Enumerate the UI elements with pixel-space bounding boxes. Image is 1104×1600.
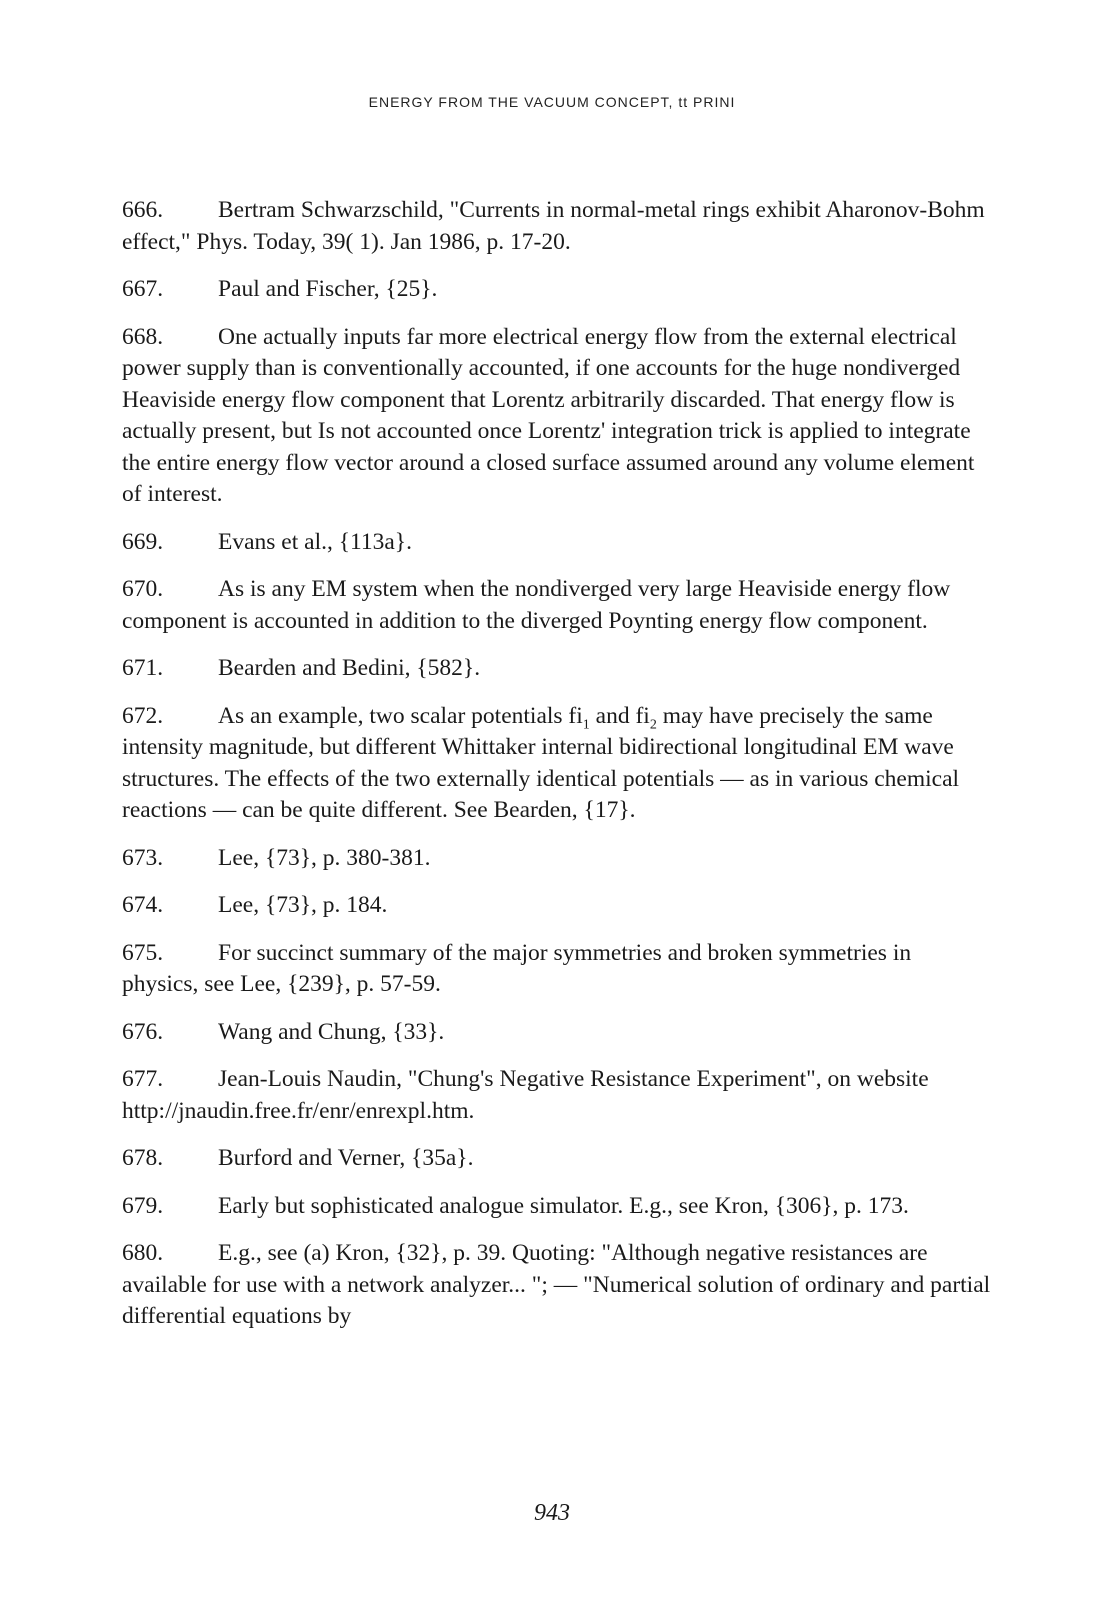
note-text: Wang and Chung, {33}. bbox=[218, 1018, 445, 1045]
note-number: 675. bbox=[122, 939, 164, 966]
endnote-674 bbox=[122, 890, 992, 922]
note-number: 668. bbox=[122, 323, 164, 350]
subscript-2: 2 bbox=[649, 717, 657, 733]
endnote-670 bbox=[122, 574, 992, 637]
note-number: 673. bbox=[122, 844, 164, 871]
running-head: ENERGY FROM THE VACUUM CONCEPT, tt PRINI bbox=[368, 94, 736, 110]
note-text-part-c: may have precisely the same intensity magnitude, but different Whittaker internal bidirectional longitudinal EM wave structures. The effects of the two externally identical potentials — as in various chemical reactions — can be quite different. See Bearden, {17}. bbox=[122, 702, 960, 823]
note-number: 680. bbox=[122, 1240, 164, 1266]
subscript-1: 1 bbox=[582, 717, 590, 733]
note-text-part-b: and fi bbox=[589, 702, 650, 729]
note-number: 679. bbox=[122, 1192, 164, 1219]
note-number: 671. bbox=[122, 655, 164, 681]
endnote-671 bbox=[122, 653, 992, 685]
note-text: As is any EM system when the nondiverged very large Heaviside energy flow component is accounted in addition to the diverged Poynting energy flow component. bbox=[122, 576, 951, 634]
endnote-680 bbox=[122, 1238, 992, 1333]
note-number: 674. bbox=[122, 892, 164, 918]
endnote-672 bbox=[122, 701, 992, 827]
endnote-666 bbox=[122, 195, 992, 258]
endnote-677 bbox=[122, 1064, 992, 1127]
note-text: For succinct summary of the major symmetries and broken symmetries in physics, see Lee, {239}, p. 57-59. bbox=[122, 939, 912, 997]
note-text: Lee, {73}, p. 380-381. bbox=[218, 844, 431, 871]
note-number: 666. bbox=[122, 197, 164, 223]
note-number: 677. bbox=[122, 1066, 164, 1092]
note-text: One actually inputs far more electrical energy flow from the external electrical power supply than is conventionally accounted, if one accounts for the huge nondiverged Heaviside energy flow component that Lorentz arbitrarily discarded. That energy flow is actually present, but Is not accounted once Lorentz' integration trick is applied to integrate the entire energy flow vector around a closed surface assumed around any volume element of interest. bbox=[122, 323, 975, 507]
note-text: Evans et al., {113a}. bbox=[218, 528, 412, 555]
note-text: Lee, {73}, p. 184. bbox=[218, 892, 388, 918]
note-text: Burford and Verner, {35a}. bbox=[218, 1145, 474, 1171]
note-number: 676. bbox=[122, 1018, 164, 1045]
endnotes-list bbox=[122, 195, 992, 1349]
endnote-679 bbox=[122, 1191, 992, 1223]
endnote-667 bbox=[122, 274, 992, 306]
endnote-669 bbox=[122, 527, 992, 559]
endnote-675 bbox=[122, 938, 992, 1001]
note-number: 669. bbox=[122, 528, 164, 555]
note-number: 670. bbox=[122, 576, 164, 602]
endnote-676 bbox=[122, 1017, 992, 1049]
note-number: 672. bbox=[122, 702, 164, 729]
note-number: 678. bbox=[122, 1145, 164, 1171]
note-number: 667. bbox=[122, 276, 164, 302]
note-text: Bertram Schwarzschild, "Currents in normal-metal rings exhibit Aharonov-Bohm effect," Phys. Today, 39( 1). Jan 1986, p. 17-20. bbox=[122, 197, 985, 255]
note-text: Early but sophisticated analogue simulator. E.g., see Kron, {306}, p. 173. bbox=[218, 1192, 909, 1219]
note-text-part-a: As an example, two scalar potentials fi bbox=[218, 702, 583, 729]
endnote-668 bbox=[122, 322, 992, 511]
page-number: 943 bbox=[534, 1500, 570, 1526]
endnote-678 bbox=[122, 1143, 992, 1175]
note-text: E.g., see (a) Kron, {32}, p. 39. Quoting: "Although negative resistances are available for use with a network analyzer... "; — "Numerical solution of ordinary and partial differential equations by bbox=[122, 1240, 991, 1329]
endnote-673 bbox=[122, 843, 992, 875]
note-text: Paul and Fischer, {25}. bbox=[218, 276, 438, 302]
note-text: Bearden and Bedini, {582}. bbox=[218, 655, 481, 681]
note-text: Jean-Louis Naudin, "Chung's Negative Resistance Experiment", on website http://jnaudin.free.fr/enr/enrexpl.htm. bbox=[122, 1066, 929, 1124]
